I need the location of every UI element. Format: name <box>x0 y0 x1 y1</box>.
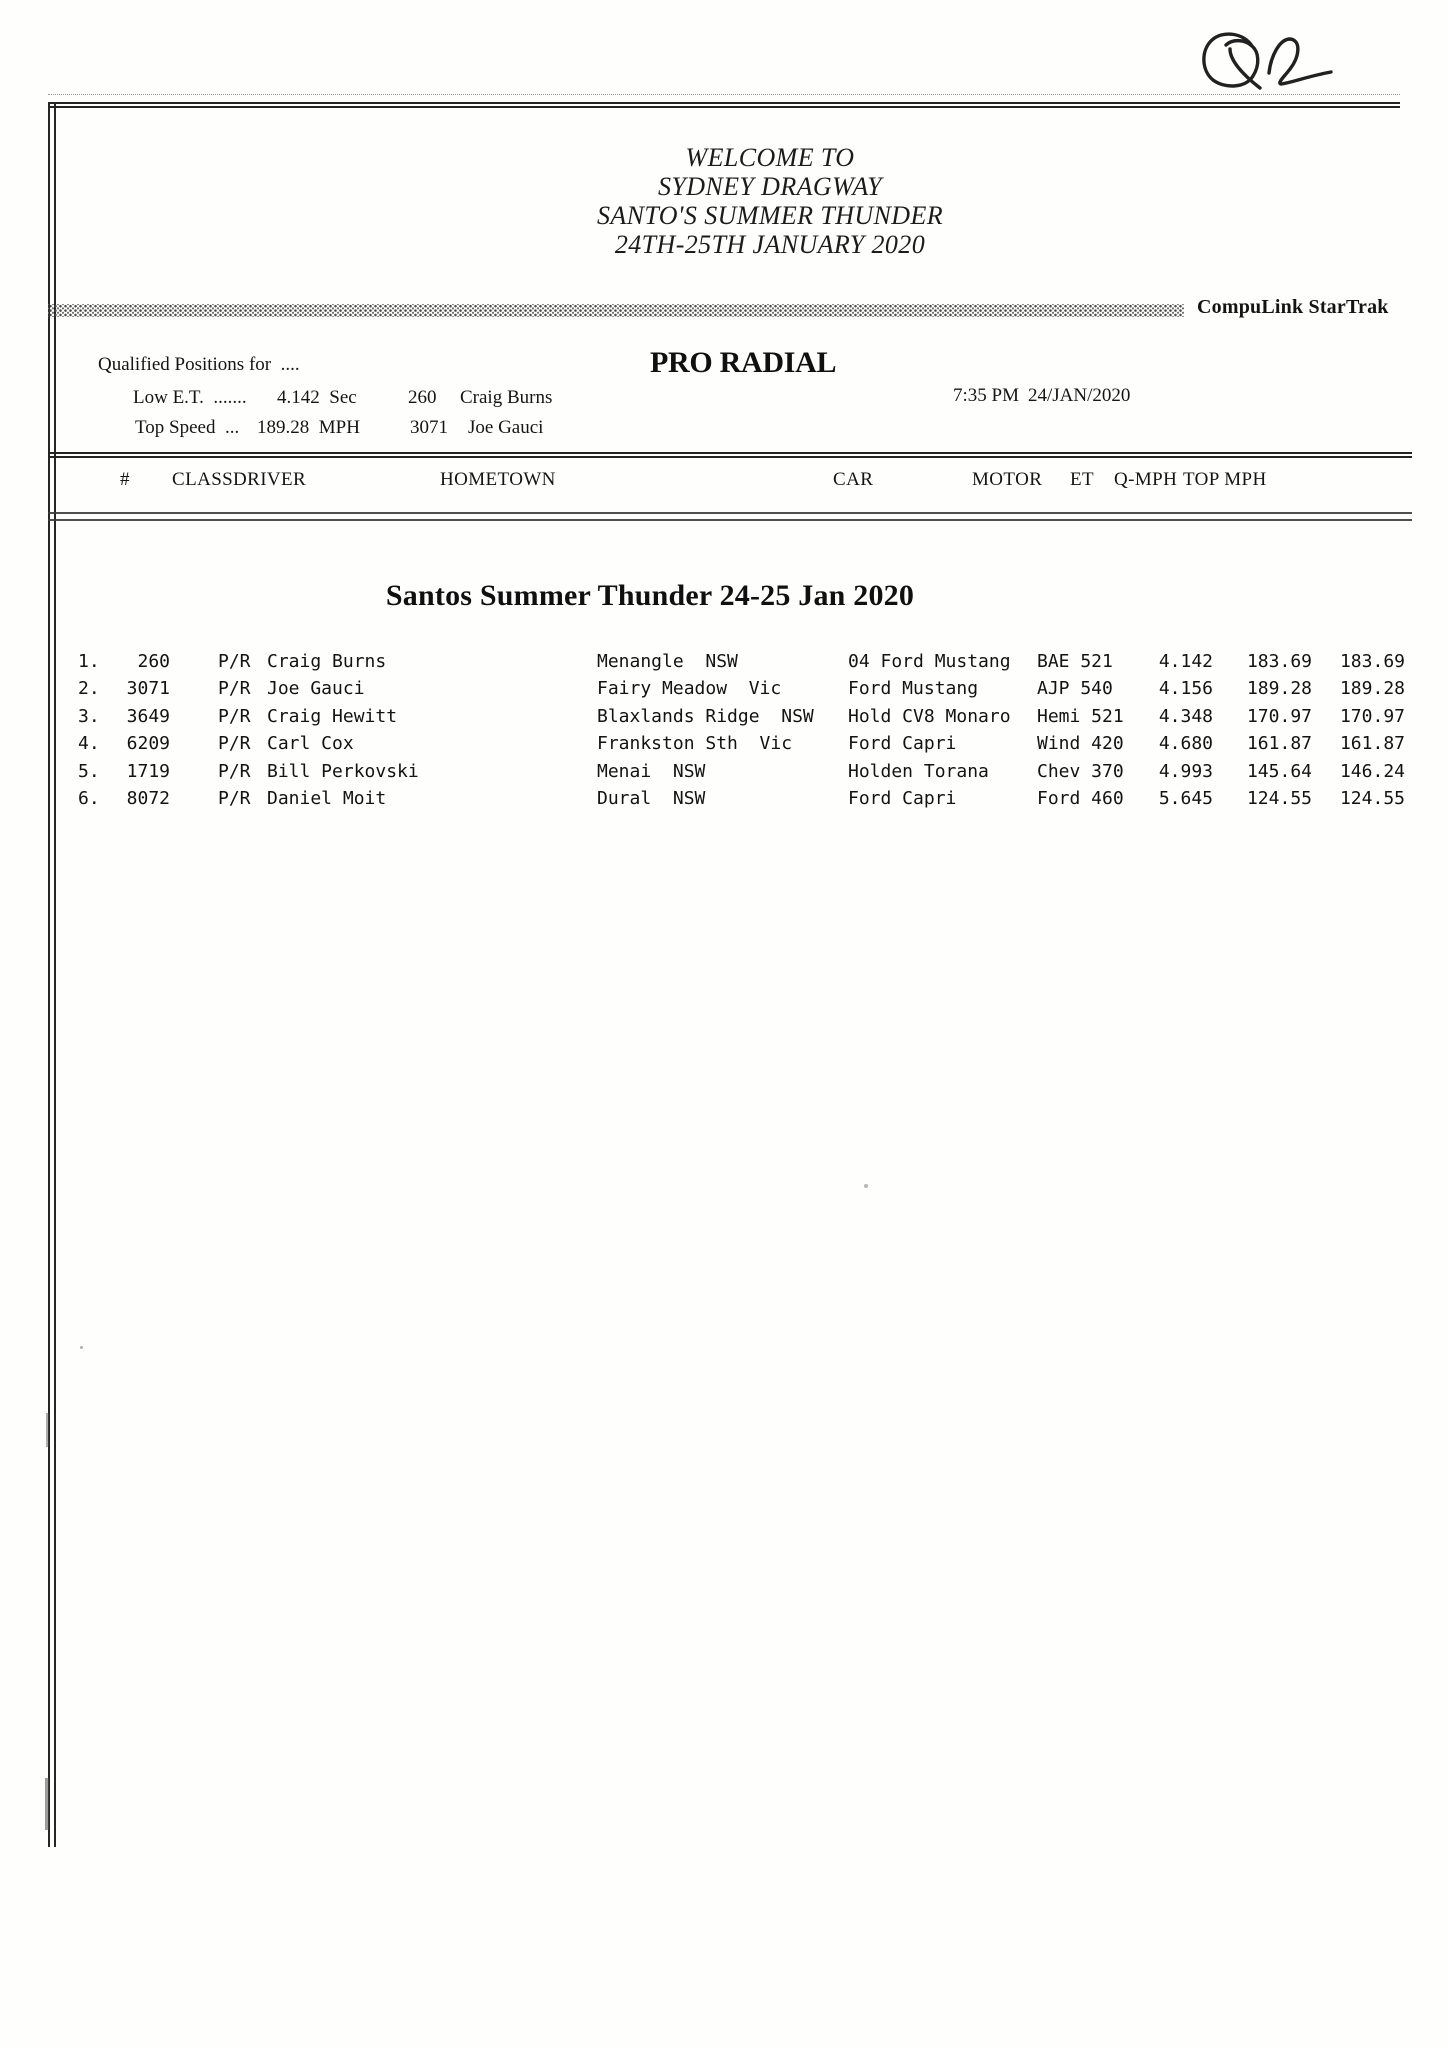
cell-car-number: 3071 <box>126 678 170 700</box>
cell-topmph: 189.28 <box>1339 678 1405 700</box>
cell-car-number: 8072 <box>126 787 170 809</box>
cell-qmph: 161.87 <box>1246 733 1312 755</box>
cell-et: 4.680 <box>1158 733 1213 755</box>
cell-class: P/R <box>218 651 251 672</box>
cell-car: Ford Capri <box>848 787 957 809</box>
cell-driver: Daniel Moit <box>267 787 387 809</box>
timing-system-brand: CompuLink StarTrak <box>1197 296 1389 318</box>
cell-car: Hold CV8 Monaro <box>848 705 1011 727</box>
column-header-et: ET <box>1070 469 1095 490</box>
scan-artifact-dot <box>864 1184 868 1188</box>
halftone-separator <box>48 304 1184 317</box>
cell-class: P/R <box>218 760 251 782</box>
cell-class: P/R <box>218 733 251 755</box>
top-speed-driver: Joe Gauci <box>468 417 544 438</box>
cell-motor: BAE 521 <box>1037 651 1113 672</box>
cell-class: P/R <box>218 787 251 809</box>
column-header-motor: MOTOR <box>972 469 1043 490</box>
header-line-dates: 24TH-25TH JANUARY 2020 <box>614 230 926 259</box>
cell-position: 5. <box>78 760 100 782</box>
low-et-driver: Craig Burns <box>460 387 553 408</box>
cell-motor: Wind 420 <box>1037 733 1124 755</box>
cell-car: Ford Capri <box>848 733 957 755</box>
cell-motor: Ford 460 <box>1037 787 1124 809</box>
cell-position: 6. <box>78 787 100 809</box>
cell-qmph: 170.97 <box>1246 705 1312 727</box>
cell-class: P/R <box>218 705 251 727</box>
table-row <box>0 675 1448 702</box>
cell-qmph: 145.64 <box>1246 760 1312 782</box>
cell-et: 4.993 <box>1158 760 1213 782</box>
table-rule-top-inner <box>48 456 1412 458</box>
cell-motor: AJP 540 <box>1037 678 1113 700</box>
table-row <box>0 785 1448 812</box>
table-rule-top-outer <box>48 452 1412 454</box>
table-row <box>0 648 1448 675</box>
cell-car-number: 3649 <box>126 705 170 727</box>
table-rule-bottom-outer <box>48 512 1412 514</box>
cell-car: Ford Mustang <box>848 678 979 700</box>
column-header-hometown: HOMETOWN <box>440 469 556 490</box>
column-header-driver: DRIVER <box>233 469 307 490</box>
cell-qmph: 124.55 <box>1246 787 1312 809</box>
cell-position: 1. <box>78 651 100 672</box>
cell-hometown: Fairy Meadow Vic <box>597 678 782 700</box>
cell-driver: Bill Perkovski <box>267 760 419 782</box>
category-title: PRO RADIAL <box>650 346 837 379</box>
cell-motor: Hemi 521 <box>1037 705 1124 727</box>
cell-car-number: 260 <box>137 651 170 672</box>
low-et-car-number: 260 <box>408 387 437 408</box>
cell-car-number: 6209 <box>126 733 170 755</box>
table-rule-bottom-inner <box>48 519 1412 521</box>
cell-topmph: 170.97 <box>1339 705 1405 727</box>
scan-edge-line <box>48 94 1400 95</box>
table-row <box>0 730 1448 757</box>
cell-hometown: Frankston Sth Vic <box>597 733 793 755</box>
cell-driver: Joe Gauci <box>267 678 365 700</box>
results-table <box>0 648 1448 812</box>
cell-position: 2. <box>78 678 100 700</box>
cell-car-number: 1719 <box>126 760 170 782</box>
header-line-welcome: WELCOME TO <box>685 143 855 172</box>
cell-et: 5.645 <box>1158 787 1213 809</box>
cell-hometown: Menai NSW <box>597 760 706 782</box>
top-speed-label: Top Speed ... <box>135 417 240 438</box>
cell-qmph: 189.28 <box>1246 678 1312 700</box>
cell-topmph: 146.24 <box>1339 760 1405 782</box>
event-header <box>400 143 1140 259</box>
cell-driver: Craig Hewitt <box>267 705 398 727</box>
top-speed-value: 189.28 MPH <box>257 417 360 438</box>
scan-smudge <box>46 1413 49 1447</box>
cell-car: Holden Torana <box>848 760 989 782</box>
top-speed-car-number: 3071 <box>410 417 448 438</box>
cell-topmph: 161.87 <box>1339 733 1405 755</box>
table-row <box>0 703 1448 730</box>
low-et-value: 4.142 Sec <box>277 387 357 408</box>
header-line-event: SANTO'S SUMMER THUNDER <box>596 201 944 230</box>
cell-hometown: Menangle NSW <box>597 651 738 672</box>
cell-et: 4.348 <box>1158 705 1213 727</box>
cell-driver: Craig Burns <box>267 651 387 672</box>
header-line-venue: SYDNEY DRAGWAY <box>657 172 883 201</box>
print-time: 7:35 PM <box>953 385 1019 406</box>
cell-class: P/R <box>218 678 251 700</box>
cell-et: 4.156 <box>1158 678 1213 700</box>
column-header-qmph: Q-MPH <box>1114 469 1178 490</box>
column-header-class: CLASS <box>172 469 234 490</box>
cell-hometown: Dural NSW <box>597 787 706 809</box>
cell-topmph: 183.69 <box>1339 651 1405 672</box>
scan-smudge <box>45 1778 49 1830</box>
table-row <box>0 758 1448 785</box>
low-et-label: Low E.T. ....... <box>133 387 247 408</box>
cell-et: 4.142 <box>1158 651 1213 672</box>
handwritten-q2-annotation <box>1192 26 1342 104</box>
column-header-topmph: TOP MPH <box>1183 469 1267 490</box>
cell-motor: Chev 370 <box>1037 760 1124 782</box>
section-title: Santos Summer Thunder 24-25 Jan 2020 <box>385 579 915 612</box>
cell-car: 04 Ford Mustang <box>848 651 1011 672</box>
page-border-top-outer <box>48 102 1400 104</box>
cell-position: 4. <box>78 733 100 755</box>
cell-qmph: 183.69 <box>1246 651 1312 672</box>
scan-artifact-dot <box>80 1346 83 1349</box>
qualified-positions-title: Qualified Positions for .... <box>98 354 300 375</box>
cell-position: 3. <box>78 705 100 727</box>
column-header-position: # <box>120 469 130 490</box>
cell-driver: Carl Cox <box>267 733 354 755</box>
column-header-car: CAR <box>833 469 874 490</box>
cell-hometown: Blaxlands Ridge NSW <box>597 705 814 727</box>
page-border-top-inner <box>48 106 1400 108</box>
cell-topmph: 124.55 <box>1339 787 1405 809</box>
print-date: 24/JAN/2020 <box>1028 385 1131 406</box>
